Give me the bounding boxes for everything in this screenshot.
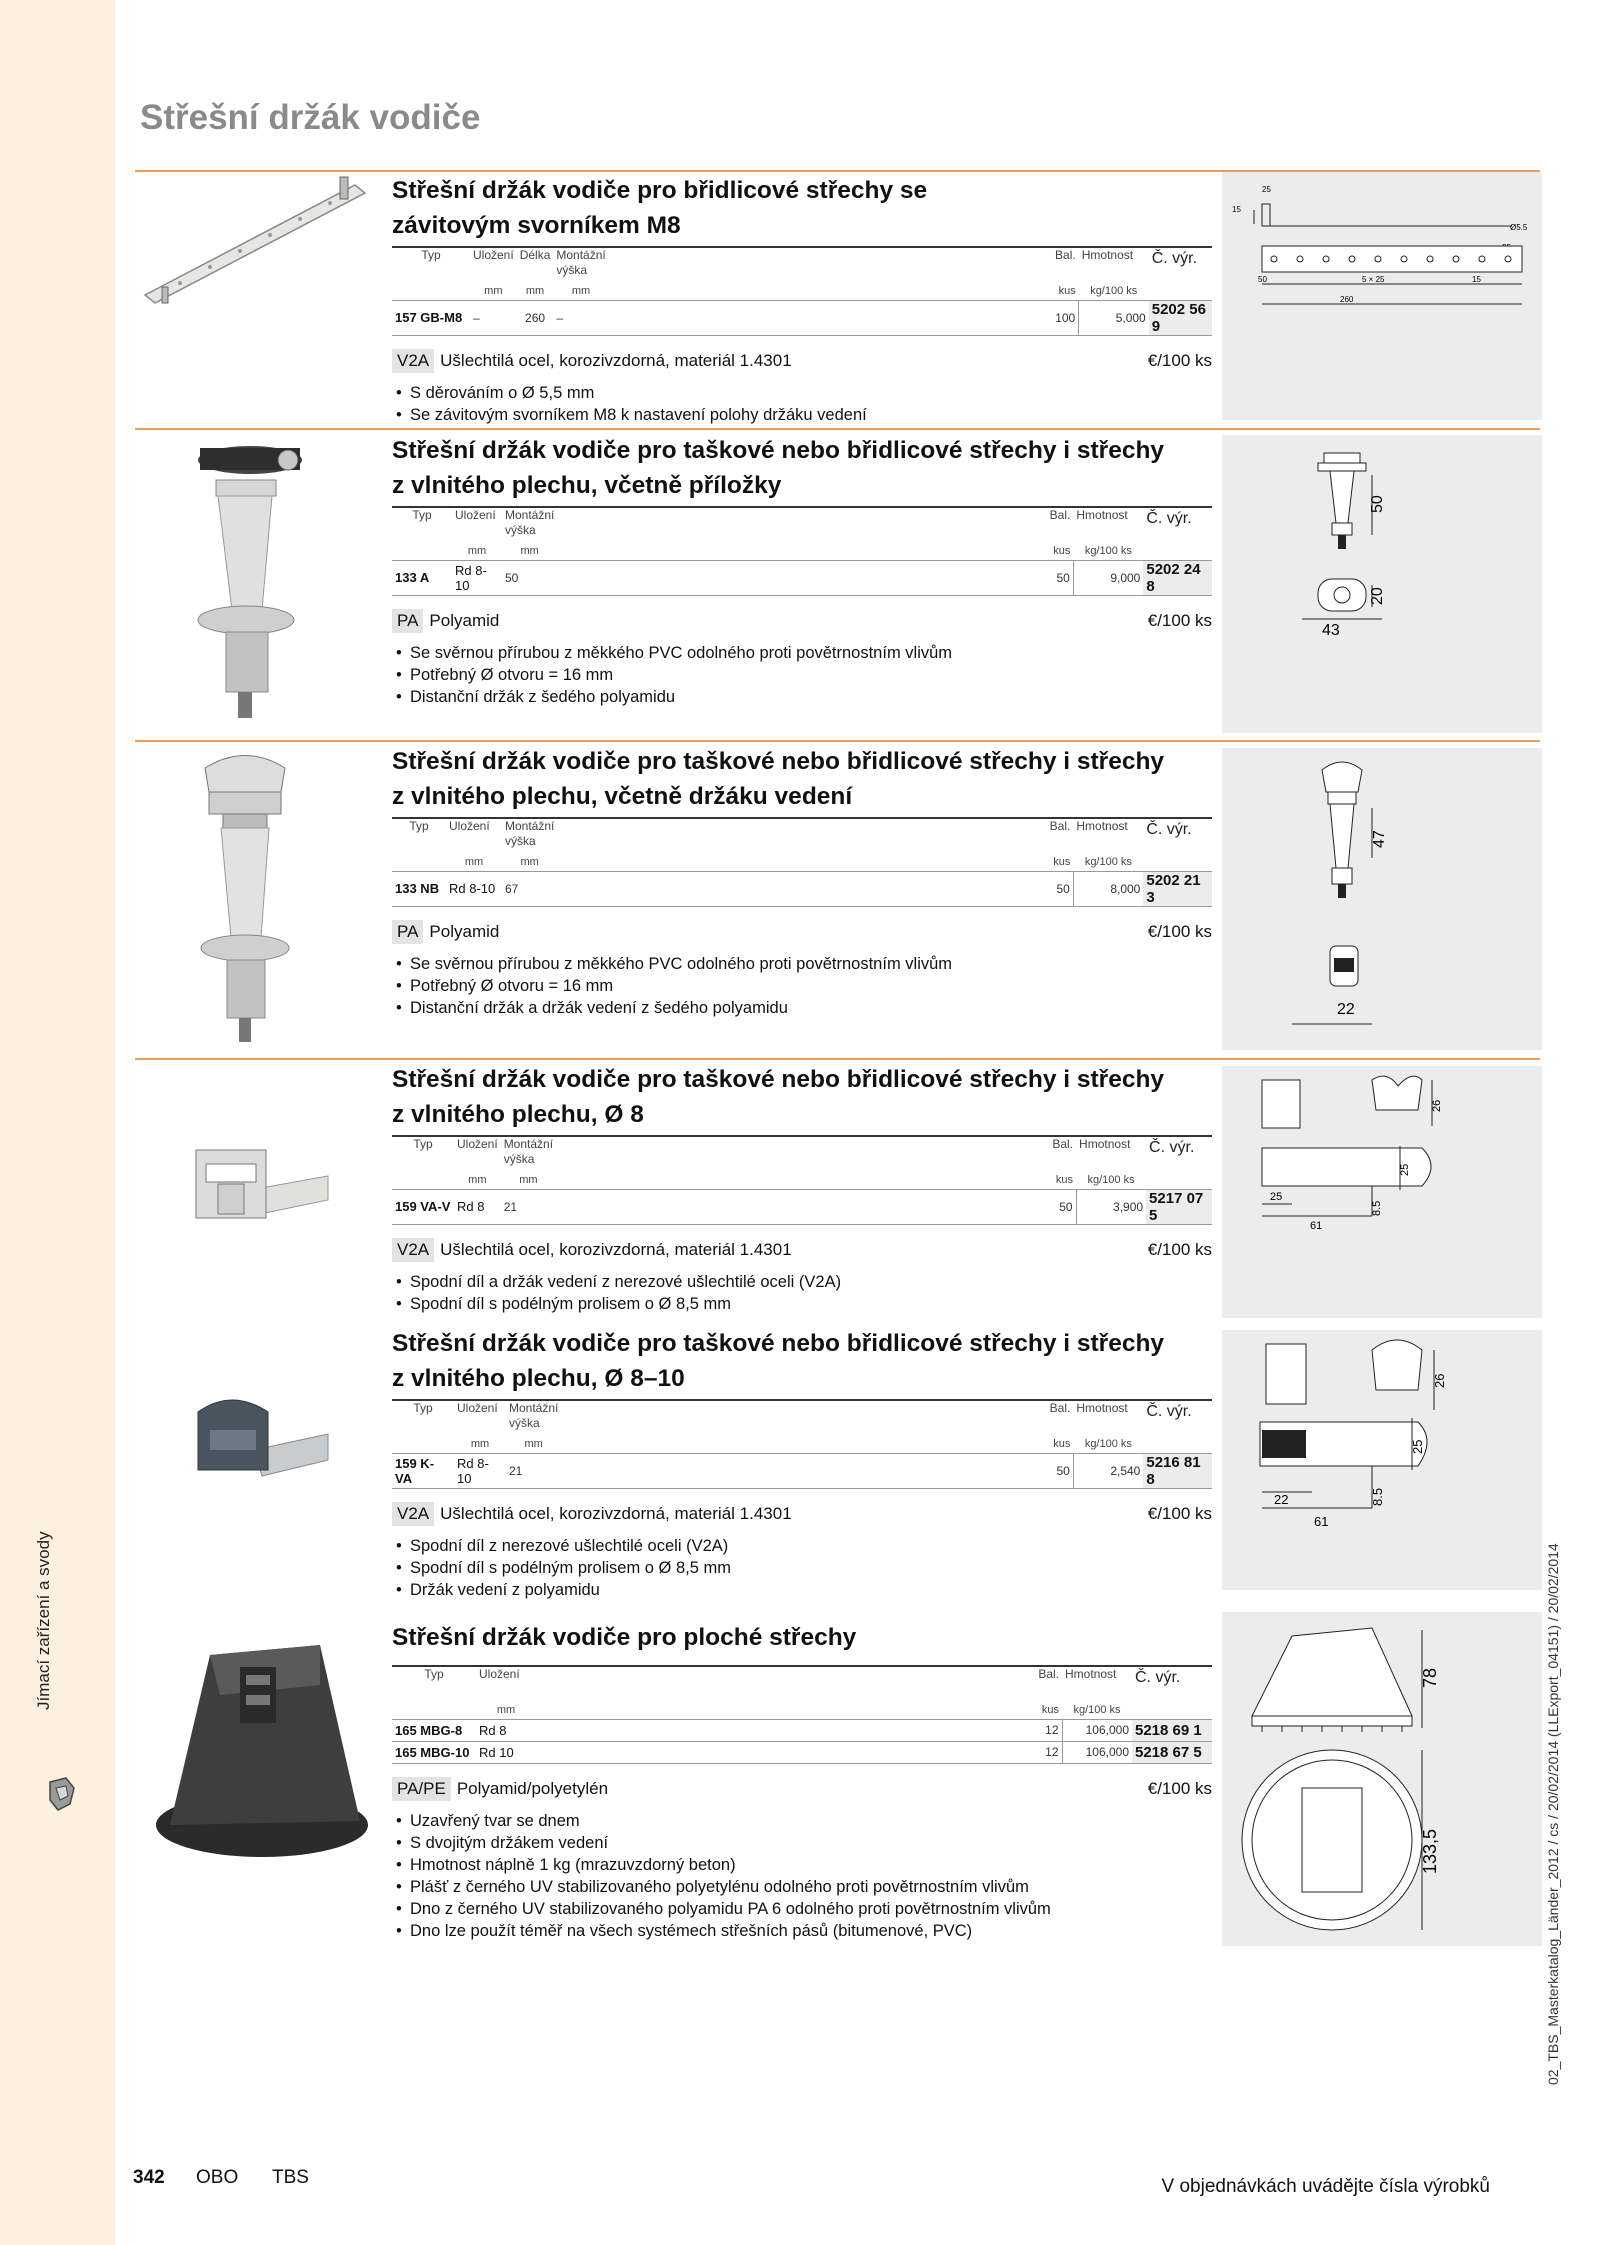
spec-table: Typ Uložení Bal. Hmotnost Č. výr. mm kus kg/100 ks 165 MBG-8 Rd 8 12 106,000 5218 69 1 165 MBG-10 Rd 10 12 106,000 5218 67 5: [392, 1665, 1212, 1764]
dim-label: 15: [1232, 205, 1241, 214]
material-code: PA: [392, 920, 423, 944]
product-section-133a: [392, 433, 1212, 708]
product-number: 5216 81 8: [1143, 1453, 1212, 1488]
spec-table: Typ Uložení Montážní výška Bal. Hmotnost Č. výr. mm mm kus kg/100 ks 159 VA-V Rd 8 21 50 3,900 5217 07 5: [392, 1135, 1212, 1225]
dim-label: 8.5: [1371, 1200, 1383, 1216]
dim-label: 61: [1314, 1514, 1329, 1529]
dim-label: 15: [1472, 275, 1481, 284]
product-section-165mbg: [392, 1620, 1212, 1942]
dim-label: 61: [1310, 1220, 1323, 1232]
product-number: 5202 21 3: [1143, 871, 1212, 906]
feature-list: • S děrováním o Ø 5,5 mm • Se závitovým svorníkem M8 k nastavení polohy držáku vedení: [392, 382, 1212, 426]
document-meta: 02_TBS_Masterkatalog_Länder_2012 / cs / 20/02/2014 (LLExport_04151) / 20/02/2014: [1545, 1543, 1561, 2085]
feature-list: • Se svěrnou přírubou z měkkého PVC odolného proti povětrnostním vlivům • Potřebný Ø otvoru = 16 mm • Distanční držák z šedého polyamidu: [392, 642, 1212, 708]
product-section-159k-va: [392, 1326, 1212, 1601]
product-section-159va-v: [392, 1062, 1212, 1315]
dim-label: 50: [1258, 275, 1267, 284]
material-code: V2A: [392, 1502, 434, 1526]
dimension-drawing-159k-va: [1222, 1330, 1542, 1590]
price-unit: €/100 ks: [1147, 1778, 1212, 1798]
chapter-label: Jímací zařízení a svody: [34, 1531, 53, 1710]
dim-label: 22: [1274, 1492, 1289, 1507]
dimension-drawing-133a: [1222, 435, 1542, 733]
table-row: 165 MBG-10 Rd 10 12 106,000 5218 67 5: [392, 1741, 1212, 1763]
spec-table: Typ Uložení Montážní výška Bal. Hmotnost Č. výr. mm mm kus kg/100 ks 159 K-VA Rd 8-10 21 50 2,540 5216 81 8: [392, 1399, 1212, 1489]
price-unit: €/100 ks: [1147, 1239, 1212, 1259]
section-title: Střešní držák vodiče pro břidlicové střechy se závitovým svorníkem M8: [392, 177, 928, 239]
product-section-157gb-m8: [392, 173, 1212, 426]
dim-label: 26: [1431, 1099, 1443, 1112]
price-unit: €/100 ks: [1147, 350, 1212, 370]
dimension-drawing-165mbg: [1222, 1612, 1542, 1946]
dim-label: 47: [1371, 830, 1388, 848]
spec-table: Typ Uložení Délka Montážní výška Bal. Hmotnost Č. výr. mm mm mm kus kg/100 ks 157 GB-M8 – 260 – 100 5,000 5202 56 9: [392, 246, 1212, 336]
section-title: Střešní držák vodiče pro taškové nebo břidlicové střechy i střechy z vlnitého plechu, včetně držáku vedení: [392, 748, 1165, 810]
material-row: V2A Ušlechtilá ocel, korozivzdorná, materiál 1.4301 €/100 ks: [392, 1237, 1212, 1263]
section-divider: [135, 740, 1540, 742]
product-number: 5202 56 9: [1149, 300, 1212, 335]
dim-label: 260: [1340, 295, 1354, 304]
table-row: 157 GB-M8 – 260 – 100 5,000 5202 56 9: [392, 300, 1212, 335]
product-photo-165mbg: [150, 1625, 375, 1865]
table-row: 133 NB Rd 8-10 67 50 8,000 5202 21 3: [392, 871, 1212, 906]
feature-list: • Se svěrnou přírubou z měkkého PVC odolného proti povětrnostním vlivům • Potřebný Ø otvoru = 16 mm • Distanční držák a držák vedení z šedého polyamidu: [392, 953, 1212, 1019]
dim-label: 50: [1369, 495, 1386, 513]
dim-label: 26: [1432, 1373, 1447, 1388]
material-row: PA Polyamid €/100 ks: [392, 608, 1212, 634]
sidebar-band: [0, 0, 115, 2245]
section-title: Střešní držák vodiče pro ploché střechy: [392, 1624, 857, 1651]
table-row: 133 A Rd 8-10 50 50 9,000 5202 24 8: [392, 560, 1212, 595]
feature-list: • Spodní díl a držák vedení z nerezové ušlechtilé oceli (V2A) • Spodní díl s podélným prolisem o Ø 8,5 mm: [392, 1271, 1212, 1315]
price-unit: €/100 ks: [1147, 921, 1212, 941]
dim-label: 20: [1369, 587, 1386, 605]
dim-label: 133,5: [1420, 1828, 1440, 1874]
product-photo-133a: [180, 430, 320, 725]
material-row: V2A Ušlechtilá ocel, korozivzdorná, materiál 1.4301 €/100 ks: [392, 1501, 1212, 1527]
material-row: V2A Ušlechtilá ocel, korozivzdorná, materiál 1.4301 €/100 ks: [392, 348, 1212, 374]
spec-table: Typ Uložení Montážní výška Bal. Hmotnost Č. výr. mm mm kus kg/100 ks 133 A Rd 8-10 50 50 9,000 5202 24 8: [392, 506, 1212, 596]
product-photo-133nb: [185, 748, 315, 1048]
material-code: V2A: [392, 1238, 434, 1262]
price-unit: €/100 ks: [1147, 610, 1212, 630]
section-title: Střešní držák vodiče pro taškové nebo břidlicové střechy i střechy z vlnitého plechu, včetně příložky: [392, 437, 1165, 499]
section-title: Střešní držák vodiče pro taškové nebo břidlicové střechy i střechy z vlnitého plechu, Ø 8–10: [392, 1330, 1165, 1392]
dim-label: 25: [1410, 1439, 1425, 1454]
section-code: TBS: [272, 2167, 309, 2188]
dim-label: 8.5: [1370, 1487, 1385, 1506]
material-code: PA: [392, 609, 423, 633]
dim-label: 22: [1337, 1001, 1355, 1018]
page-title: Střešní držák vodiče: [140, 98, 481, 137]
feature-list: • Uzavřený tvar se dnem • S dvojitým držákem vedení • Hmotnost náplně 1 kg (mrazuvzdorný beton) • Plášť z černého UV stabilizovaného polyetylénu odolného proti povětrnostním vlivům • Dno z černého UV stabilizovaného polyamidu PA 6 odolného proti povětrnostním vlivům • Dno lze použít téměř na všech systémech střešních pásů (bitumenové, PVC): [392, 1810, 1212, 1942]
product-photo-159k-va: [190, 1390, 330, 1490]
dim-label: 43: [1322, 622, 1340, 639]
product-photo-159va-v: [190, 1140, 330, 1230]
section-divider: [135, 428, 1540, 430]
material-row: PA Polyamid €/100 ks: [392, 919, 1212, 945]
dim-label: 5 × 25: [1362, 275, 1385, 284]
product-number: 5218 67 5: [1132, 1741, 1212, 1763]
footer-note: V objednávkách uvádějte čísla výrobků: [1161, 2176, 1490, 2197]
chapter-icon: [44, 1774, 78, 1814]
material-code: PA/PE: [392, 1777, 451, 1801]
dimension-drawing-133nb: [1222, 748, 1542, 1050]
dim-label: 25: [1262, 185, 1271, 194]
dim-label: 78: [1420, 1667, 1440, 1688]
page-number: 342: [133, 2167, 165, 2188]
spec-table: Typ Uložení Montážní výška Bal. Hmotnost Č. výr. mm mm kus kg/100 ks 133 NB Rd 8-10 67 50 8,000 5202 21 3: [392, 817, 1212, 907]
table-row: 165 MBG-8 Rd 8 12 106,000 5218 69 1: [392, 1719, 1212, 1741]
dim-label: 25: [1399, 1163, 1411, 1176]
brand-label: OBO: [196, 2167, 239, 2188]
section-divider: [135, 1058, 1540, 1060]
product-number: 5202 24 8: [1143, 560, 1212, 595]
table-row: 159 VA-V Rd 8 21 50 3,900 5217 07 5: [392, 1189, 1212, 1224]
dim-label: Ø5.5: [1510, 223, 1528, 232]
table-row: 159 K-VA Rd 8-10 21 50 2,540 5216 81 8: [392, 1453, 1212, 1488]
dimension-drawing-157gb-m8: [1222, 172, 1542, 420]
price-unit: €/100 ks: [1147, 1503, 1212, 1523]
product-photo-157gb-m8: [140, 175, 370, 305]
material-code: V2A: [392, 349, 434, 373]
product-number: 5218 69 1: [1132, 1719, 1212, 1741]
section-title: Střešní držák vodiče pro taškové nebo břidlicové střechy i střechy z vlnitého plechu, Ø 8: [392, 1066, 1165, 1128]
product-section-133nb: [392, 744, 1212, 1019]
feature-list: • Spodní díl z nerezové ušlechtilé oceli (V2A) • Spodní díl s podélným prolisem o Ø 8,5 mm • Držák vedení z polyamidu: [392, 1535, 1212, 1601]
product-number: 5217 07 5: [1146, 1189, 1212, 1224]
dim-label: 25: [1270, 1191, 1283, 1203]
material-row: PA/PE Polyamid/polyetylén €/100 ks: [392, 1776, 1212, 1802]
dimension-drawing-159va-v: [1222, 1066, 1542, 1318]
